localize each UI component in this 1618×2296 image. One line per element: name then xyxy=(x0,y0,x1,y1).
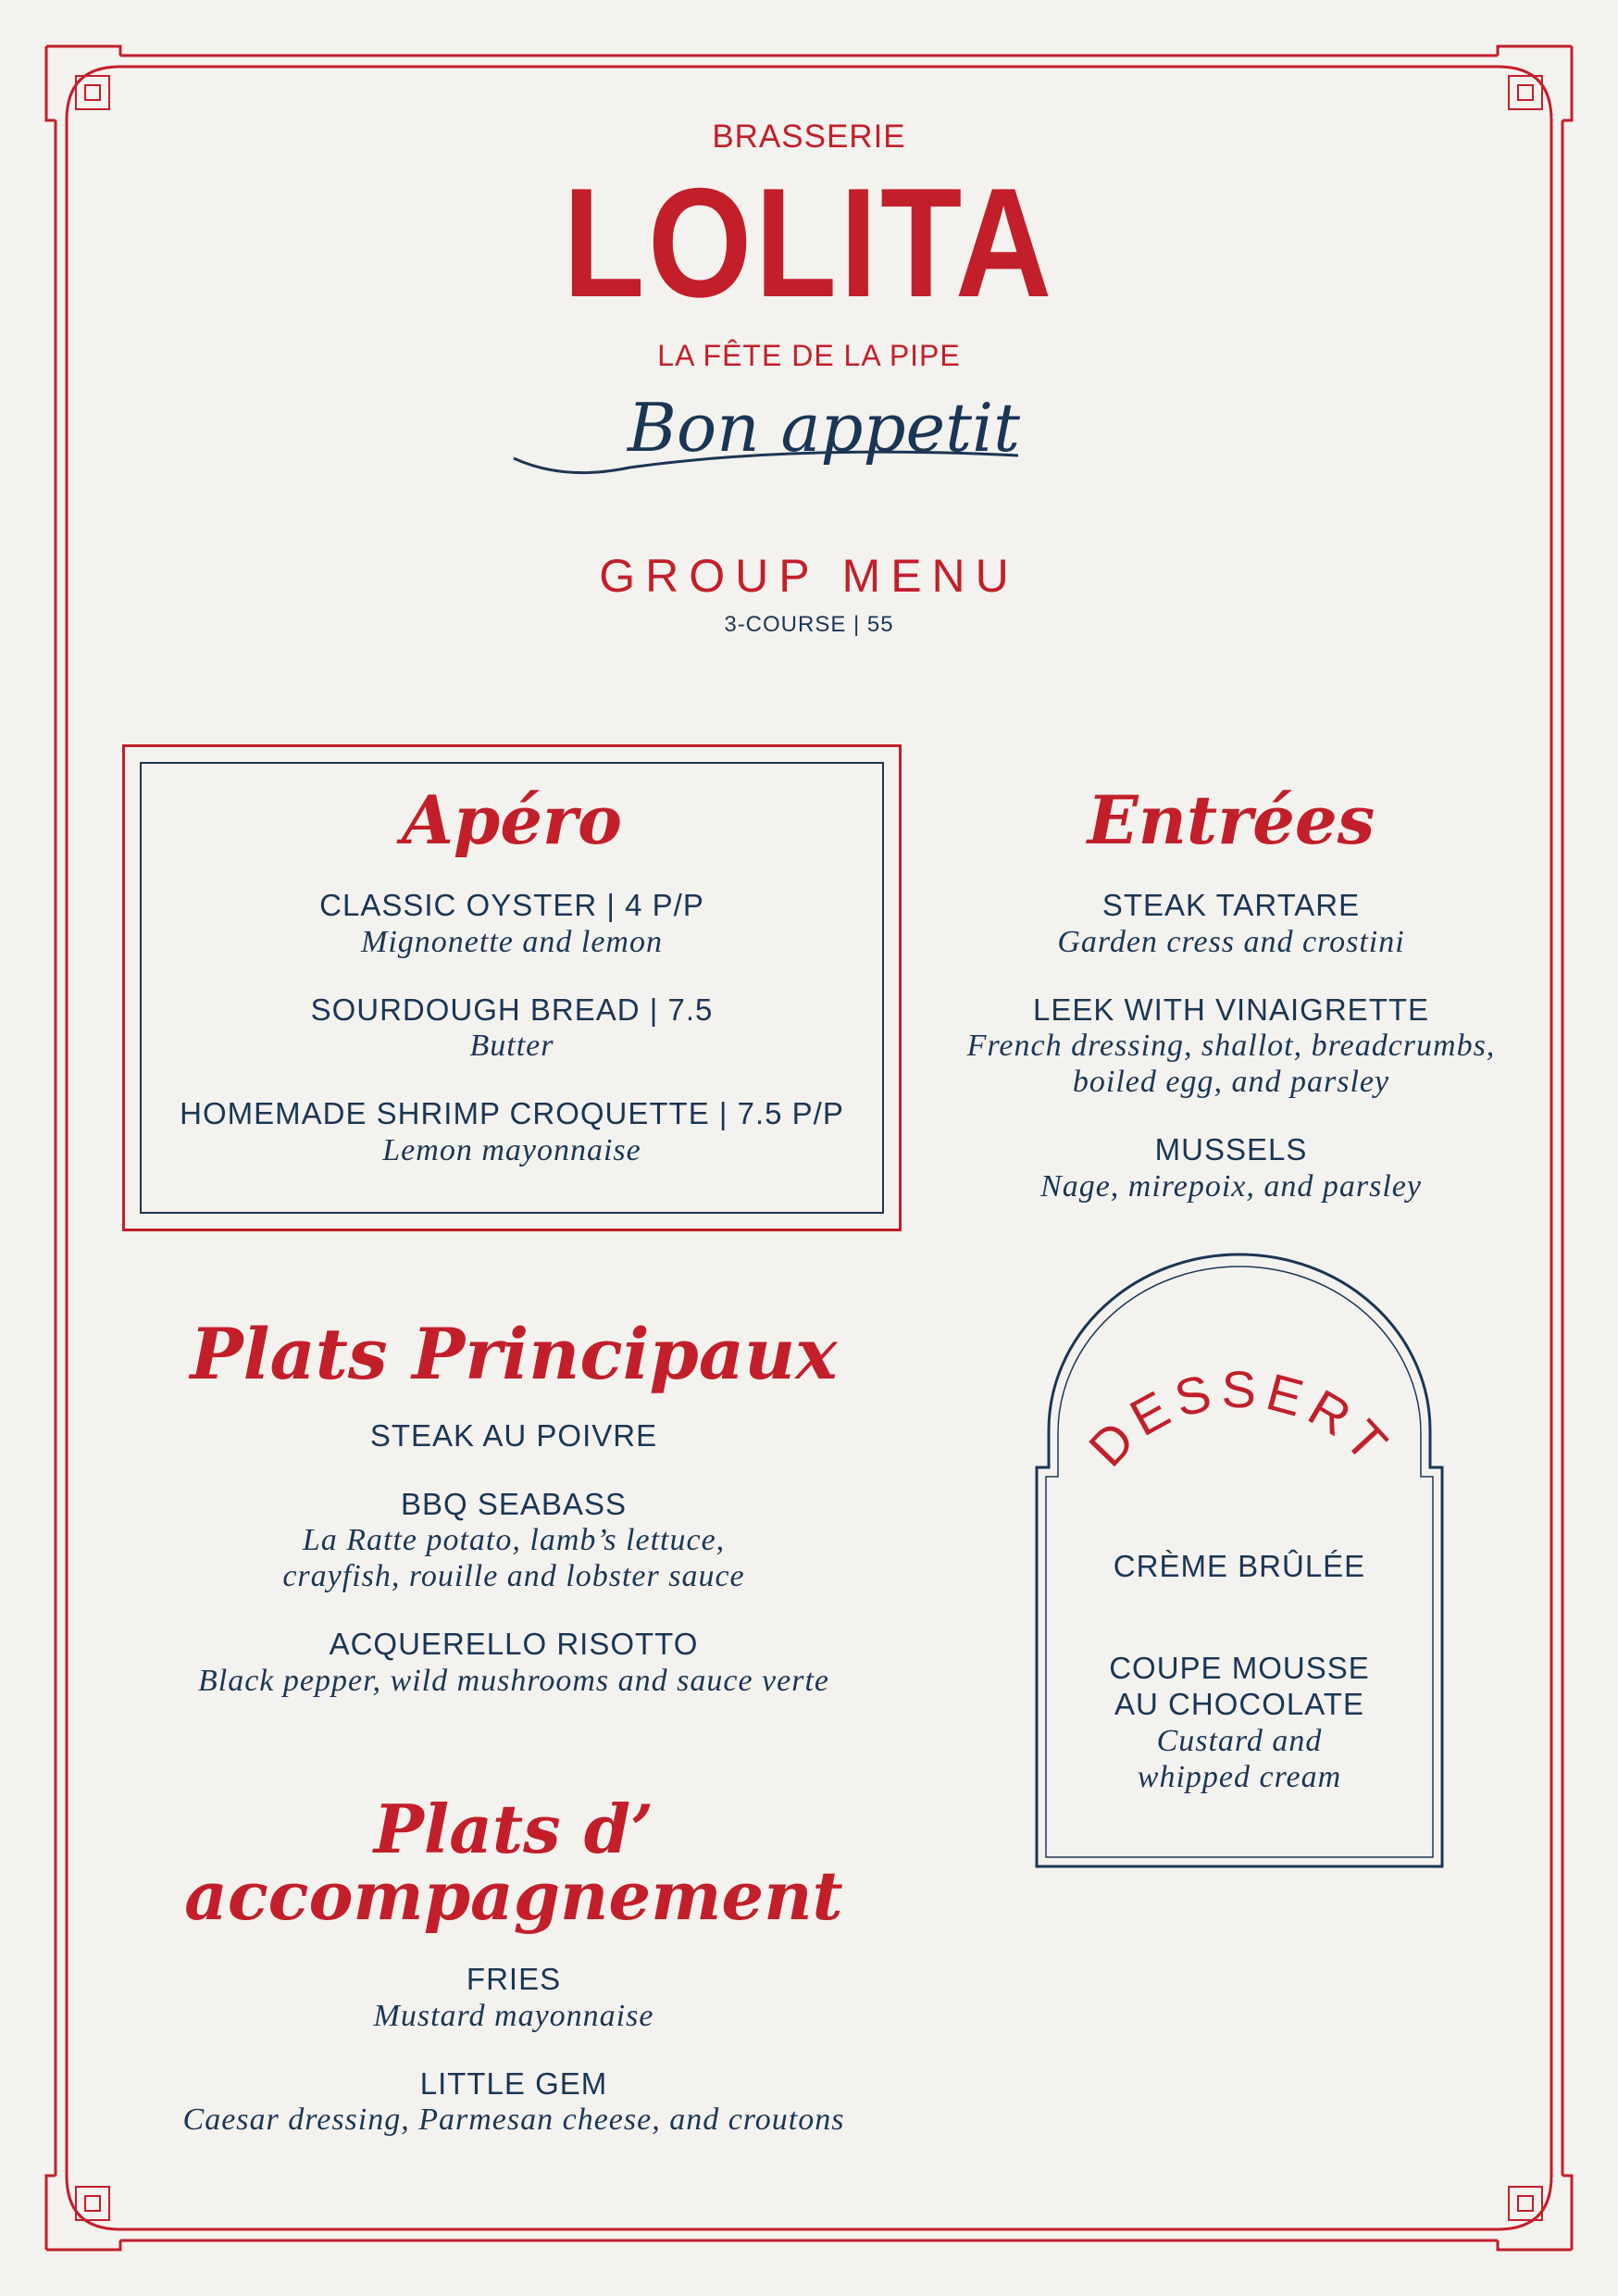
item-description: Lemon mayonnaise xyxy=(382,1132,641,1167)
item-name: HOMEMADE SHRIMP CROQUETTE | 7.5 P/P xyxy=(180,1096,844,1131)
item-name: CLASSIC OYSTER | 4 P/P xyxy=(319,888,704,922)
menu-item xyxy=(93,1486,935,1595)
item-name: LITTLE GEM xyxy=(419,2065,608,2101)
item-name: STEAK AU POIVRE xyxy=(369,1418,658,1453)
item-description: Mignonette and lemon xyxy=(361,924,663,959)
menu-item xyxy=(916,992,1546,1101)
item-description-line: whipped cream xyxy=(1137,1759,1342,1794)
item-name: MUSSELS xyxy=(1154,1132,1308,1167)
plats-principaux-title: Plats Principaux xyxy=(190,1313,838,1395)
menu-subtitle: 3-COURSE | 55 xyxy=(724,612,894,637)
entrees-title: Entrées xyxy=(1087,780,1375,859)
item-description-line: crayfish, rouille and lobster sauce xyxy=(282,1559,745,1594)
item-name: SOURDOUGH BREAD | 7.5 xyxy=(310,992,714,1027)
item-description-line: French dressing, shallot, breadcrumbs, xyxy=(966,1029,1496,1064)
item-description: Garden cress and crostini xyxy=(1057,924,1405,959)
signature: Bon appetit xyxy=(627,389,1021,467)
apero-title: Apéro xyxy=(402,780,622,859)
item-description: Butter xyxy=(469,1029,554,1064)
menu-item xyxy=(122,887,902,960)
item-name: STEAK TARTARE xyxy=(1101,888,1361,922)
menu-item xyxy=(74,2065,953,2139)
menu-item xyxy=(916,1131,1546,1204)
plats-principaux-section xyxy=(93,1313,935,1730)
menu-item xyxy=(93,1417,935,1454)
item-description-line: Custard and xyxy=(1156,1723,1323,1758)
plats-accompagnement-title: Plats d’ accompagnement xyxy=(184,1790,843,1935)
tagline: LA FÊTE DE LA PIPE xyxy=(657,339,961,372)
item-name: FRIES xyxy=(466,1962,562,1996)
item-description-line: boiled egg, and parsley xyxy=(1072,1065,1390,1100)
menu-item xyxy=(93,1626,935,1699)
menu-title: GROUP MENU xyxy=(599,550,1019,602)
item-description: Nage, mirepoix, and parsley xyxy=(1040,1169,1422,1204)
item-description-line: La Ratte potato, lamb’s lettuce, xyxy=(302,1523,726,1558)
menu-item xyxy=(1051,1548,1428,1585)
menu-item xyxy=(122,992,902,1065)
dessert-section xyxy=(1051,1548,1428,1827)
item-description: Caesar dressing, Parmesan cheese, and croutons xyxy=(182,2103,845,2138)
menu-item xyxy=(916,887,1546,960)
item-name-line: AU CHOCOLATE xyxy=(1114,1687,1364,1722)
apero-section xyxy=(122,780,902,1200)
item-name: BBQ SEABASS xyxy=(401,1486,627,1521)
item-name: ACQUERELLO RISOTTO xyxy=(329,1627,699,1662)
entrees-section xyxy=(916,780,1546,1236)
menu-item xyxy=(74,1961,953,2034)
brand-small-label: BRASSERIE xyxy=(712,119,906,155)
dessert-title: DESSERT xyxy=(1077,1359,1404,1478)
item-name: CRÈME BRÛLÉE xyxy=(1113,1549,1366,1583)
item-name-line: COUPE MOUSSE xyxy=(1109,1650,1370,1685)
menu-item xyxy=(122,1095,902,1168)
item-description: Black pepper, wild mushrooms and sauce verte xyxy=(197,1663,829,1698)
menu-item xyxy=(1051,1650,1428,1795)
brand-logo: LOLITA xyxy=(563,156,1055,330)
item-name: LEEK WITH VINAIGRETTE xyxy=(1032,992,1430,1027)
item-description: Mustard mayonnaise xyxy=(373,1998,654,2033)
plats-accompagnement-section xyxy=(74,1790,953,2169)
